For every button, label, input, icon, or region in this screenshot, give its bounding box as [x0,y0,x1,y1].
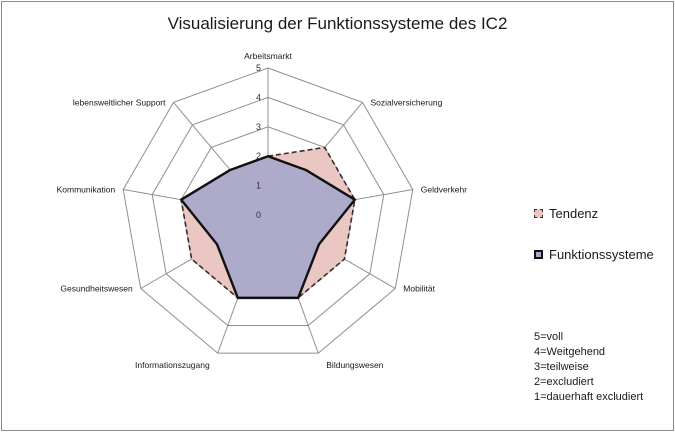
axis-label: Informationszugang [135,360,210,371]
tick-label: 0 [255,210,261,220]
scale-key [534,330,643,405]
legend-swatch-funktionssysteme [534,250,543,259]
chart-title: Visualisierung der Funktionssysteme des IC2 [167,14,508,33]
tick-label: 5 [255,63,261,73]
scale-key-line: 4=Weitgehend [534,346,606,358]
tick-label: 4 [255,92,261,103]
tick-label: 1 [255,180,261,191]
legend-swatch-tendenz [534,209,543,218]
tick-label: 3 [255,121,261,132]
axis-label: Bildungswesen [326,360,384,371]
axis-label: Geldverkehr [420,184,468,195]
legend-label-tendenz: Tendenz [549,206,599,221]
scale-key-line: 2=excludiert [534,376,594,388]
scale-key-line: 3=teilweise [534,361,589,373]
radar-series [181,147,355,297]
axis-label: lebensweltlicher Support [72,97,166,108]
legend-item-tendenz [534,206,598,221]
axis-label: Kommunikation [56,184,116,195]
tick-label: 2 [255,151,261,162]
axis-label: Arbeitsmarkt [244,51,292,61]
legend-label-funktionssysteme: Funktionssysteme [549,247,654,262]
scale-key-line: 1=dauerhaft excludiert [534,391,644,403]
axis-label: Gesundheitswesen [60,283,133,294]
axis-label: Sozialversicherung [370,97,443,108]
axis-label: Mobilität [403,283,435,294]
legend-item-funktionssysteme [534,247,654,262]
scale-key-line: 5=voll [534,331,564,343]
